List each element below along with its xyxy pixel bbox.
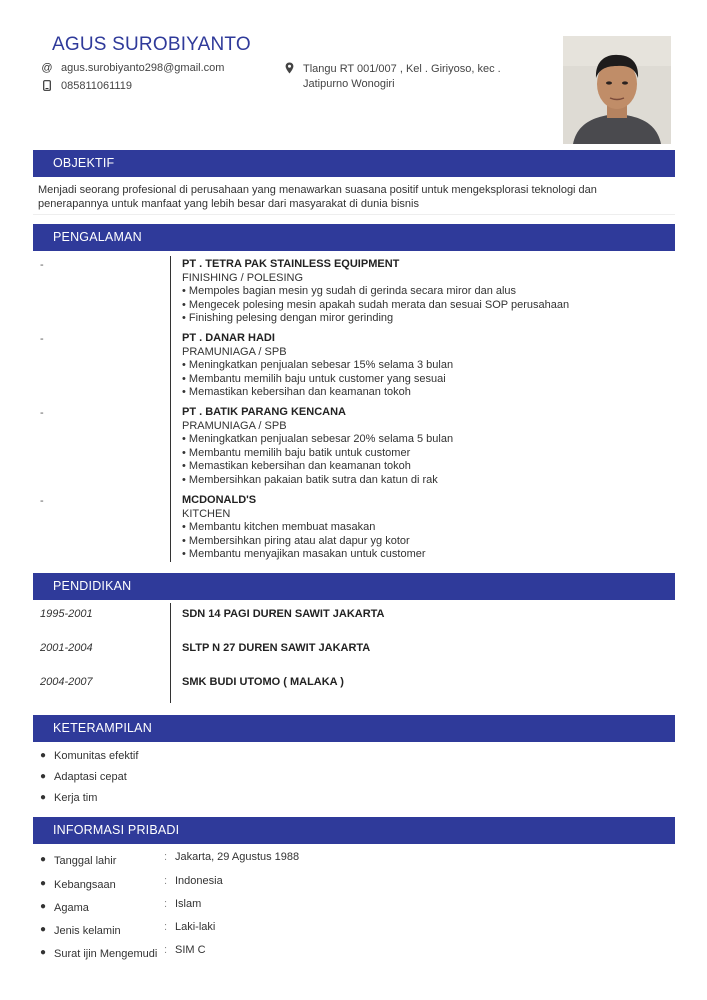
experience-item bbox=[182, 332, 453, 400]
bullet-icon: ● bbox=[40, 878, 47, 889]
job-role: PRAMUNIAGA / SPB bbox=[182, 419, 287, 432]
info-label: Surat ijin Mengemudi bbox=[54, 948, 158, 960]
colon-separator: : bbox=[164, 898, 168, 910]
task-item: • Mempoles bagian mesin yg sudah di gerinda secara miror dan alus bbox=[182, 285, 569, 299]
experience-date: - bbox=[40, 259, 44, 271]
section-objektif-header: OBJEKTIF bbox=[33, 150, 675, 177]
experience-item bbox=[182, 406, 453, 487]
skills-list bbox=[40, 745, 138, 808]
info-label: Tanggal lahir bbox=[54, 855, 117, 867]
section-pengalaman-header: PENGALAMAN bbox=[33, 224, 675, 251]
phone-row bbox=[40, 80, 132, 94]
timeline-line bbox=[170, 603, 171, 703]
info-value: SIM C bbox=[175, 944, 206, 956]
skill-text: Komunitas efektif bbox=[54, 749, 139, 762]
candidate-name: AGUS SUROBIYANTO bbox=[52, 34, 251, 55]
address-text: Tlangu RT 001/007 , Kel . Giriyoso, kec . Jatipurno Wonogiri bbox=[303, 63, 501, 90]
task-item: • Mengecek polesing mesin apakah sudah merata dan sesuai SOP perusahaan bbox=[182, 299, 569, 313]
company-name: PT . BATIK PARANG KENCANA bbox=[182, 406, 346, 418]
task-item: • Finishing pelesing dengan miror gerinding bbox=[182, 312, 569, 326]
task-item: • Memastikan kebersihan dan keamanan tokoh bbox=[182, 386, 453, 400]
task-item: • Membantu menyajikan masakan untuk customer bbox=[182, 548, 426, 562]
section-keterampilan-header: KETERAMPILAN bbox=[33, 715, 675, 742]
company-name: PT . TETRA PAK STAINLESS EQUIPMENT bbox=[182, 258, 400, 270]
skill-text: Adaptasi cepat bbox=[54, 770, 127, 783]
school-name: SDN 14 PAGI DUREN SAWIT JAKARTA bbox=[182, 608, 385, 620]
info-label: Agama bbox=[54, 902, 89, 914]
address-row bbox=[282, 62, 532, 92]
experience-date: - bbox=[40, 495, 44, 507]
task-item: • Membantu kitchen membuat masakan bbox=[182, 521, 426, 535]
education-years: 2001-2004 bbox=[40, 642, 93, 654]
info-value: Laki-laki bbox=[175, 921, 216, 933]
colon-separator: : bbox=[164, 851, 168, 863]
task-item: • Membersihkan piring atau alat dapur yg kotor bbox=[182, 535, 426, 549]
phone-icon bbox=[40, 80, 54, 94]
colon-separator: : bbox=[164, 875, 168, 887]
task-item: • Membantu memilih baju untuk customer yang sesuai bbox=[182, 373, 453, 387]
task-item: • Membantu memilih baju batik untuk customer bbox=[182, 447, 453, 461]
company-name: PT . DANAR HADI bbox=[182, 332, 275, 344]
divider bbox=[33, 214, 675, 215]
bullet-icon: ● bbox=[40, 854, 47, 865]
colon-separator: : bbox=[164, 921, 168, 933]
task-item: • Membersihkan pakaian batik sutra dan katun di rak bbox=[182, 474, 453, 488]
location-pin-icon bbox=[282, 62, 296, 79]
section-pendidikan-header: PENDIDIKAN bbox=[33, 573, 675, 600]
list-item: ● Adaptasi cepat bbox=[40, 770, 127, 783]
job-role: KITCHEN bbox=[182, 507, 231, 520]
experience-item bbox=[182, 258, 569, 326]
school-name: SMK BUDI UTOMO ( MALAKA ) bbox=[182, 676, 344, 688]
section-informasi-header: INFORMASI PRIBADI bbox=[33, 817, 675, 844]
list-item: ● Kerja tim bbox=[40, 791, 98, 804]
task-item: • Meningkatkan penjualan sebesar 20% selama 5 bulan bbox=[182, 433, 453, 447]
task-item: • Memastikan kebersihan dan keamanan tokoh bbox=[182, 460, 453, 474]
experience-date: - bbox=[40, 407, 44, 419]
job-role: FINISHING / POLESING bbox=[182, 271, 304, 284]
profile-photo bbox=[563, 36, 671, 144]
phone-text[interactable]: 085811061119 bbox=[61, 80, 132, 92]
timeline-line bbox=[170, 256, 171, 562]
job-role: PRAMUNIAGA / SPB bbox=[182, 345, 287, 358]
email-row bbox=[40, 62, 224, 74]
education-years: 2004-2007 bbox=[40, 676, 93, 688]
email-text[interactable]: agus.surobiyanto298@gmail.com bbox=[61, 62, 225, 74]
school-name: SLTP N 27 DUREN SAWIT JAKARTA bbox=[182, 642, 371, 654]
education-years: 1995-2001 bbox=[40, 608, 93, 620]
info-value: Jakarta, 29 Agustus 1988 bbox=[175, 851, 300, 863]
at-icon: @ bbox=[41, 62, 53, 74]
skill-text: Kerja tim bbox=[54, 791, 98, 804]
bullet-icon: ● bbox=[40, 947, 47, 958]
info-label: Kebangsaan bbox=[54, 879, 116, 891]
info-value: Islam bbox=[175, 898, 202, 910]
bullet-icon: ● bbox=[40, 924, 47, 935]
info-label: Jenis kelamin bbox=[54, 925, 121, 937]
info-value: Indonesia bbox=[175, 875, 223, 887]
objective-text: Menjadi seorang profesional di perusahaan yang menawarkan suasana positif untuk mengeksplorasi teknologi dan penerapannya untuk manfaat yang lebih besar dari masyarakat di dunia bisnis bbox=[38, 184, 597, 210]
bullet-icon: ● bbox=[40, 901, 47, 912]
experience-item bbox=[182, 494, 426, 562]
list-item: ● Komunitas efektif bbox=[40, 749, 139, 762]
company-name: MCDONALD'S bbox=[182, 494, 257, 506]
colon-separator: : bbox=[164, 944, 168, 956]
task-item: • Meningkatkan penjualan sebesar 15% selama 3 bulan bbox=[182, 359, 453, 373]
experience-date: - bbox=[40, 333, 44, 345]
